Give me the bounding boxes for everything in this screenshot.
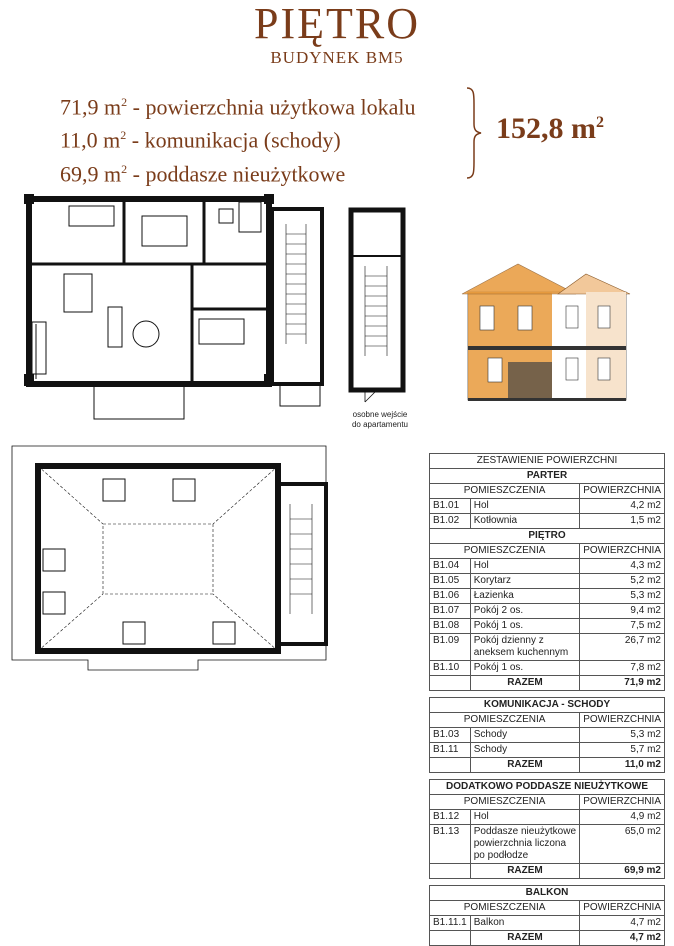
table-row: B1.13 Poddasze nieużytkowe powierzchnia liczona po podłodze 65,0 m2 <box>430 825 665 864</box>
column-header-room: POMIESZCZENIA <box>430 484 580 499</box>
column-header-area: POWIERZCHNIA <box>580 901 665 916</box>
column-header-area: POWIERZCHNIA <box>580 713 665 728</box>
column-header-room: POMIESZCZENIA <box>430 713 580 728</box>
table-row: B1.09 Pokój dzienny z aneksem kuchennym 26,7 m2 <box>430 634 665 661</box>
column-header-room: POMIESZCZENIA <box>430 901 580 916</box>
brace-icon <box>464 86 484 180</box>
floor-plan-drawing <box>24 194 334 426</box>
total-area: 152,8 $m^2$ <box>496 112 604 145</box>
area-line-communication: 11,0 $m^2$ - komunikacja (schody) <box>60 127 341 153</box>
attic-plan-drawing <box>8 444 338 690</box>
column-header-room: POMIESZCZENIA <box>430 544 580 559</box>
table-row: B1.11.1 Balkon 4,7 m2 <box>430 916 665 931</box>
table-row: B1.08 Pokój 1 os. 7,5 m2 <box>430 619 665 634</box>
area-summary <box>60 88 415 188</box>
table-row: B1.12 Hol 4,9 m2 <box>430 810 665 825</box>
table-row: B1.04 Hol 4,3 m2 <box>430 559 665 574</box>
separate-entrance-note: osobne wejście do apartamentu <box>351 410 409 429</box>
ground-stairs-plan-drawing <box>345 206 415 406</box>
table-row: B1.01 Hol 4,2 m2 <box>430 499 665 514</box>
page-subtitle: BUDYNEK BM5 <box>270 48 404 67</box>
column-header-room: POMIESZCZENIA <box>430 795 580 810</box>
table-total-row: RAZEM 69,9 m2 <box>430 864 665 879</box>
table-total-row: RAZEM 71,9 m2 <box>430 676 665 691</box>
table-row: B1.06 Łazienka 5,3 m2 <box>430 589 665 604</box>
section-header: PIĘTRO <box>430 529 665 544</box>
section-header: PARTER <box>430 469 665 484</box>
area-line-attic: 69,9 $m^2$ - poddasze nieużytkowe <box>60 160 346 186</box>
section-header: KOMUNIKACJA - SCHODY <box>430 698 665 713</box>
table-row: B1.11 Schody 5,7 m2 <box>430 743 665 758</box>
section-header: BALKON <box>430 886 665 901</box>
table-row: B1.07 Pokój 2 os. 9,4 m2 <box>430 604 665 619</box>
page-title: PIĘTRO <box>254 0 420 48</box>
column-header-area: POWIERZCHNIA <box>580 484 665 499</box>
table-row: B1.10 Pokój 1 os. 7,8 m2 <box>430 661 665 676</box>
table-total-row: RAZEM 4,7 m2 <box>430 931 665 946</box>
table-row: B1.03 Schody 5,3 m2 <box>430 728 665 743</box>
building-elevation-drawing <box>458 262 636 402</box>
table-total-row: RAZEM 11,0 m2 <box>430 758 665 773</box>
area-table <box>429 453 665 946</box>
area-line-usable: 71,9 $m^2$ - powierzchnia użytkowa lokalu <box>60 94 416 120</box>
table-title: ZESTAWIENIE POWIERZCHNI <box>430 454 665 469</box>
column-header-area: POWIERZCHNIA <box>580 544 665 559</box>
table-row: B1.05 Korytarz 5,2 m2 <box>430 574 665 589</box>
table-row: B1.02 Kotłownia 1,5 m2 <box>430 514 665 529</box>
column-header-area: POWIERZCHNIA <box>580 795 665 810</box>
section-header: DODATKOWO PODDASZE NIEUŻYTKOWE <box>430 780 665 795</box>
